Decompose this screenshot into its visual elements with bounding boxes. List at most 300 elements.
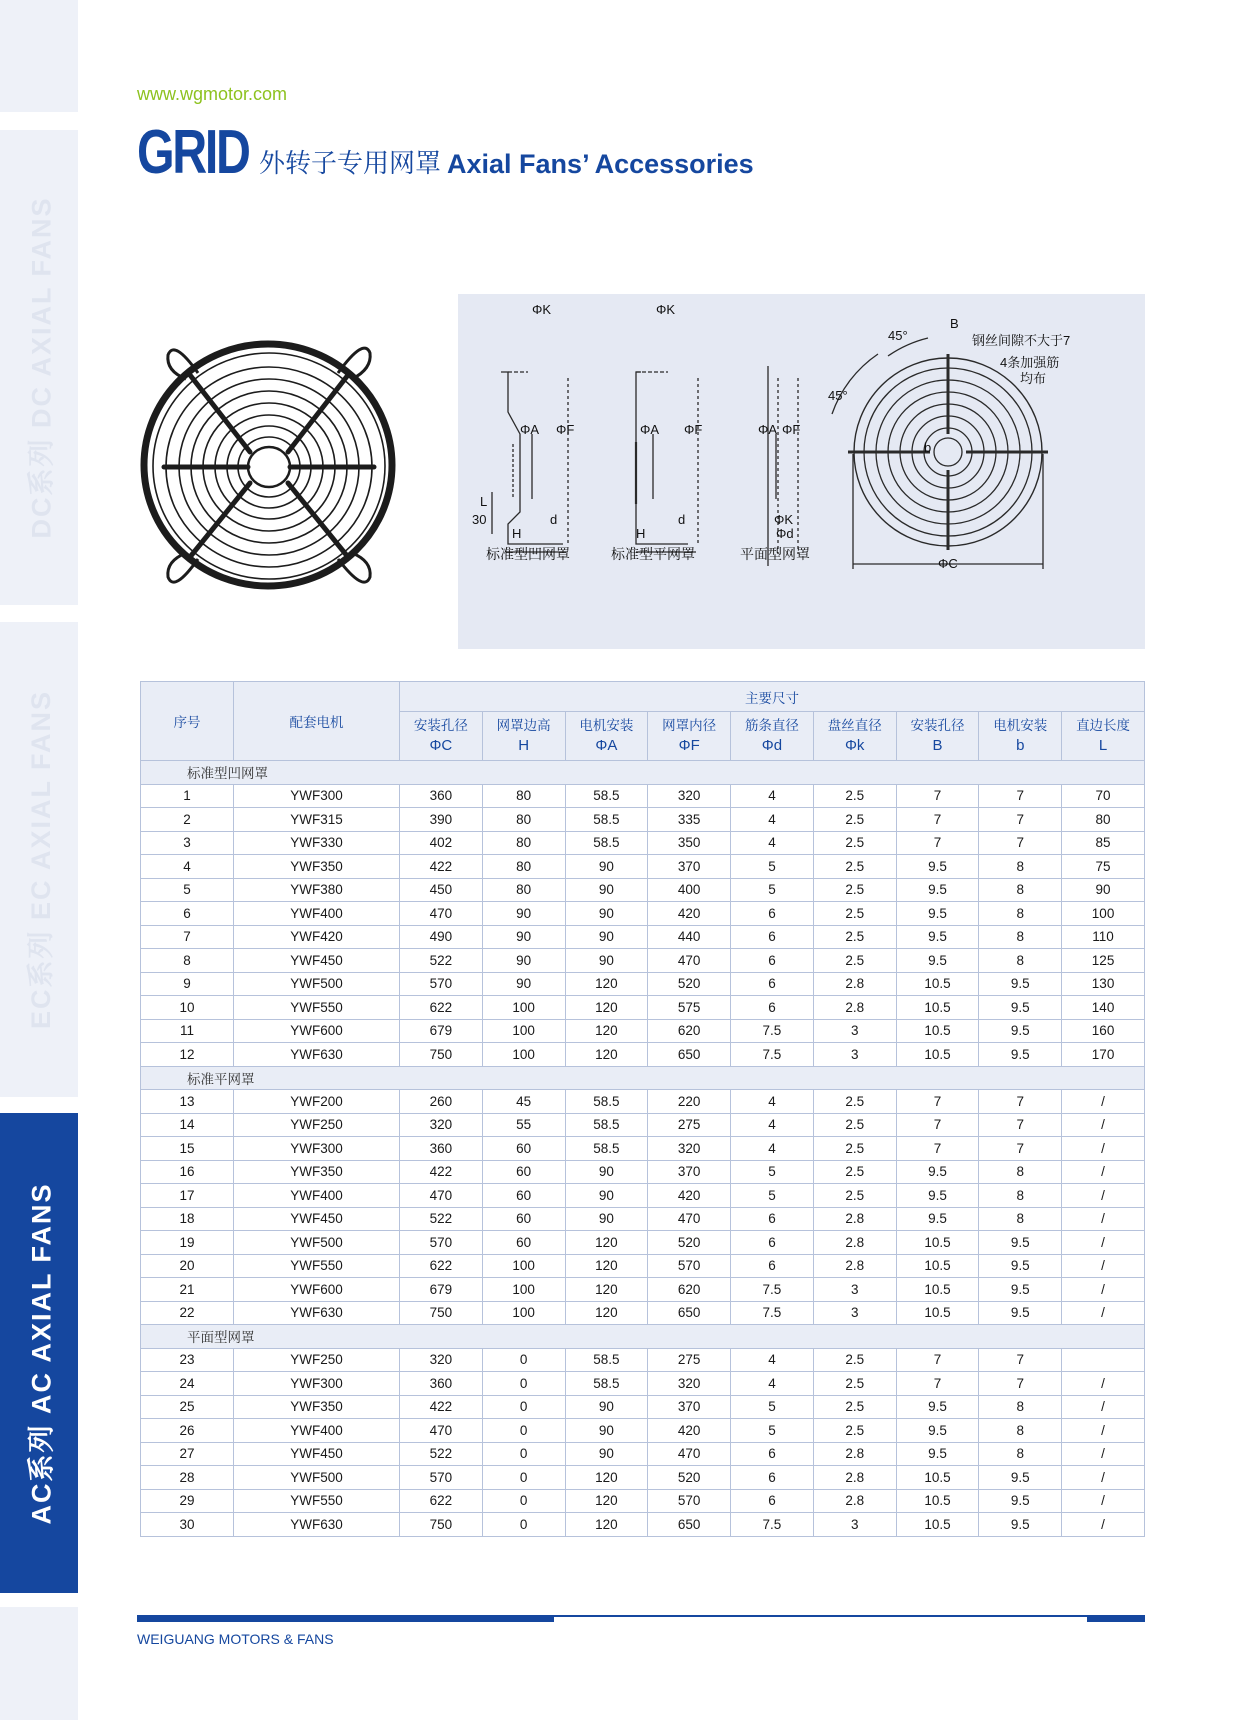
- table-cell: 6: [731, 996, 814, 1020]
- table-cell: 450: [400, 878, 483, 902]
- table-cell: 100: [482, 1043, 565, 1067]
- table-cell: /: [1062, 1489, 1145, 1513]
- table-cell: 125: [1062, 949, 1145, 973]
- table-cell: [1062, 1348, 1145, 1372]
- label-d-2: d: [678, 512, 686, 527]
- section-row: [141, 761, 1145, 785]
- table-cell: 2: [141, 808, 234, 832]
- table-cell: 7: [896, 1090, 979, 1114]
- table-cell: 470: [400, 1419, 483, 1443]
- table-cell: 422: [400, 1160, 483, 1184]
- table-cell: 7: [896, 1372, 979, 1396]
- header-dim-symbol: ΦC: [429, 737, 453, 754]
- table-cell: YWF350: [234, 1395, 400, 1419]
- table-cell: 30: [141, 1513, 234, 1537]
- table-cell: 620: [648, 1019, 731, 1043]
- note-ribs-1: 4条加强筋: [1000, 355, 1060, 370]
- table-cell: /: [1062, 1513, 1145, 1537]
- table-cell: 622: [400, 1489, 483, 1513]
- side-tab-dc-label-wrap: [0, 130, 78, 605]
- table-row: [141, 1395, 1145, 1419]
- table-cell: 4: [141, 855, 234, 879]
- table-cell: 90: [565, 855, 648, 879]
- caption-flat-guard: 标准型平网罩: [611, 546, 695, 562]
- label-phik-2: ΦK: [656, 302, 676, 317]
- table-cell: 335: [648, 808, 731, 832]
- table-cell: 9.5: [979, 1301, 1062, 1325]
- table-cell: 29: [141, 1489, 234, 1513]
- label-phik-1: ΦK: [532, 302, 552, 317]
- table-cell: 650: [648, 1301, 731, 1325]
- table-cell: 11: [141, 1019, 234, 1043]
- table-cell: 8: [979, 1395, 1062, 1419]
- table-cell: 679: [400, 1278, 483, 1302]
- table-cell: 10.5: [896, 1231, 979, 1255]
- table-cell: 120: [565, 1278, 648, 1302]
- table-cell: 2.8: [813, 1231, 896, 1255]
- table-cell: 370: [648, 1395, 731, 1419]
- table-cell: 2.5: [813, 1137, 896, 1161]
- table-cell: 140: [1062, 996, 1145, 1020]
- table-row: [141, 1442, 1145, 1466]
- header-dim-cn: 安装孔径: [910, 718, 965, 733]
- table-cell: 420: [648, 1184, 731, 1208]
- side-band-top: [0, 0, 78, 112]
- table-cell: 120: [565, 1513, 648, 1537]
- table-cell: 440: [648, 925, 731, 949]
- label-phia-2: ΦA: [640, 422, 660, 437]
- table-row: [141, 1019, 1145, 1043]
- table-row: [141, 1184, 1145, 1208]
- table-cell: 220: [648, 1090, 731, 1114]
- table-cell: YWF450: [234, 949, 400, 973]
- table-cell: YWF550: [234, 1489, 400, 1513]
- table-cell: 2.8: [813, 1254, 896, 1278]
- table-cell: 9.5: [979, 1254, 1062, 1278]
- table-cell: 350: [648, 831, 731, 855]
- table-cell: 8: [979, 925, 1062, 949]
- table-cell: 10.5: [896, 1019, 979, 1043]
- label-phik-3: ΦK: [774, 512, 794, 527]
- table-cell: 80: [1062, 808, 1145, 832]
- side-tab-dc-label: DC系列 DC AXIAL FANS: [26, 196, 57, 539]
- table-cell: 8: [979, 855, 1062, 879]
- table-cell: 420: [648, 902, 731, 926]
- table-cell: 60: [482, 1160, 565, 1184]
- table-cell: 90: [565, 1184, 648, 1208]
- table-cell: 2.5: [813, 1419, 896, 1443]
- table-cell: /: [1062, 1137, 1145, 1161]
- table-cell: 9.5: [896, 1395, 979, 1419]
- table-cell: 22: [141, 1301, 234, 1325]
- table-cell: 24: [141, 1372, 234, 1396]
- table-cell: 58.5: [565, 808, 648, 832]
- table-cell: YWF350: [234, 855, 400, 879]
- table-cell: 490: [400, 925, 483, 949]
- label-45-2: 45°: [828, 388, 848, 403]
- table-cell: 27: [141, 1442, 234, 1466]
- table-cell: 7: [896, 831, 979, 855]
- table-cell: 575: [648, 996, 731, 1020]
- header-main-dims: 主要尺寸: [400, 682, 1145, 712]
- table-cell: 5: [141, 878, 234, 902]
- header-dim-cn: 直边长度: [1076, 718, 1131, 733]
- table-cell: 4: [731, 1090, 814, 1114]
- label-phia-1: ΦA: [520, 422, 540, 437]
- table-cell: 16: [141, 1160, 234, 1184]
- note-wire-gap: 钢丝间隙不大于7: [972, 333, 1071, 348]
- title-en: Axial Fans’ Accessories: [447, 149, 754, 179]
- table-cell: 260: [400, 1090, 483, 1114]
- table-cell: 320: [648, 1137, 731, 1161]
- header-dim: [896, 712, 979, 761]
- table-cell: 4: [731, 1348, 814, 1372]
- table-cell: /: [1062, 1278, 1145, 1302]
- table-cell: 0: [482, 1466, 565, 1490]
- table-cell: 470: [648, 1442, 731, 1466]
- table-cell: 10.5: [896, 972, 979, 996]
- section-row: [141, 1325, 1145, 1349]
- table-cell: 90: [482, 972, 565, 996]
- table-cell: 7.5: [731, 1513, 814, 1537]
- table-cell: 570: [400, 1231, 483, 1255]
- table-cell: 9.5: [896, 1207, 979, 1231]
- table-cell: 2.5: [813, 1160, 896, 1184]
- table-cell: 2.8: [813, 1207, 896, 1231]
- table-cell: 4: [731, 1137, 814, 1161]
- table-row: [141, 1489, 1145, 1513]
- table-cell: 2.8: [813, 1489, 896, 1513]
- website-url: www.wgmotor.com: [137, 84, 288, 104]
- table-cell: 10.5: [896, 1513, 979, 1537]
- table-cell: 58.5: [565, 1137, 648, 1161]
- table-cell: 20: [141, 1254, 234, 1278]
- table-cell: /: [1062, 1442, 1145, 1466]
- table-cell: 15: [141, 1137, 234, 1161]
- table-cell: 470: [400, 902, 483, 926]
- table-cell: 28: [141, 1466, 234, 1490]
- label-phic: ΦC: [938, 556, 958, 571]
- table-row: [141, 1513, 1145, 1537]
- table-cell: 19: [141, 1231, 234, 1255]
- table-cell: 7: [979, 831, 1062, 855]
- table-cell: 70: [1062, 784, 1145, 808]
- table-cell: 2.5: [813, 1395, 896, 1419]
- table-row: [141, 1348, 1145, 1372]
- label-b-lower: b: [924, 440, 932, 455]
- table-cell: YWF315: [234, 808, 400, 832]
- table-cell: 320: [648, 784, 731, 808]
- grid-word: GRID: [137, 118, 249, 187]
- table-cell: 9.5: [979, 972, 1062, 996]
- section-row: [141, 1066, 1145, 1090]
- label-h-2: H: [636, 526, 646, 541]
- table-cell: 360: [400, 1137, 483, 1161]
- table-cell: 9.5: [896, 855, 979, 879]
- table-cell: YWF500: [234, 972, 400, 996]
- table-cell: 100: [482, 1301, 565, 1325]
- footer-rule-right: [1087, 1617, 1145, 1622]
- table-cell: 520: [648, 1466, 731, 1490]
- header-dim-cn: 电机安装: [579, 718, 634, 733]
- table-cell: 4: [731, 1113, 814, 1137]
- table-row: [141, 831, 1145, 855]
- table-cell: 2.5: [813, 902, 896, 926]
- side-tab-ec-label-wrap: [0, 622, 78, 1097]
- table-cell: 7: [979, 1090, 1062, 1114]
- table-cell: 120: [565, 1019, 648, 1043]
- table-row: [141, 784, 1145, 808]
- table-cell: 90: [565, 1207, 648, 1231]
- table-cell: 2.5: [813, 925, 896, 949]
- table-cell: 5: [731, 1160, 814, 1184]
- caption-planar-guard: 平面型网罩: [740, 546, 810, 562]
- table-cell: 7.5: [731, 1019, 814, 1043]
- table-row: [141, 949, 1145, 973]
- table-cell: 10.5: [896, 1278, 979, 1302]
- table-cell: 110: [1062, 925, 1145, 949]
- table-cell: 9.5: [896, 1184, 979, 1208]
- table-cell: YWF630: [234, 1043, 400, 1067]
- table-row: [141, 1043, 1145, 1067]
- table-cell: 9.5: [896, 1419, 979, 1443]
- table-row: [141, 855, 1145, 879]
- header-dim: [648, 712, 731, 761]
- footer-company: WEIGUANG MOTORS & FANS: [137, 1631, 334, 1647]
- label-b-upper: B: [950, 316, 959, 331]
- header-dim-cn: 网罩内径: [662, 718, 717, 733]
- table-cell: 6: [731, 1489, 814, 1513]
- table-row: [141, 1372, 1145, 1396]
- table-cell: 12: [141, 1043, 234, 1067]
- table-cell: 420: [648, 1419, 731, 1443]
- table-cell: YWF250: [234, 1113, 400, 1137]
- table-cell: 90: [565, 1442, 648, 1466]
- label-30: 30: [472, 512, 487, 527]
- table-cell: 10.5: [896, 1489, 979, 1513]
- technical-drawing-panel: [458, 294, 1145, 649]
- table-cell: 58.5: [565, 1372, 648, 1396]
- table-cell: /: [1062, 1090, 1145, 1114]
- header-dim: [813, 712, 896, 761]
- table-cell: 58.5: [565, 1348, 648, 1372]
- table-cell: YWF420: [234, 925, 400, 949]
- table-cell: YWF350: [234, 1160, 400, 1184]
- header-dim-symbol: H: [518, 737, 530, 754]
- table-cell: 120: [565, 1254, 648, 1278]
- table-cell: 6: [731, 902, 814, 926]
- section-title: 平面型网罩: [141, 1325, 1145, 1349]
- table-cell: YWF300: [234, 784, 400, 808]
- header-dim: [1062, 712, 1145, 761]
- title-cn: 外转子专用网罩: [259, 148, 442, 178]
- table-cell: 7: [979, 1113, 1062, 1137]
- table-cell: 3: [813, 1513, 896, 1537]
- table-cell: 120: [565, 1301, 648, 1325]
- table-cell: 45: [482, 1090, 565, 1114]
- table-row: [141, 1254, 1145, 1278]
- table-cell: 80: [482, 808, 565, 832]
- table-cell: 9.5: [979, 1513, 1062, 1537]
- table-cell: 370: [648, 855, 731, 879]
- label-phid: Φd: [776, 526, 794, 541]
- table-cell: 0: [482, 1372, 565, 1396]
- table-cell: YWF380: [234, 878, 400, 902]
- table-cell: 90: [565, 878, 648, 902]
- header-dim: [482, 712, 565, 761]
- table-cell: 3: [813, 1301, 896, 1325]
- table-cell: 21: [141, 1278, 234, 1302]
- table-cell: 0: [482, 1419, 565, 1443]
- table-cell: 58.5: [565, 1113, 648, 1137]
- table-row: [141, 1278, 1145, 1302]
- table-cell: 7: [896, 784, 979, 808]
- table-cell: 360: [400, 1372, 483, 1396]
- table-cell: YWF550: [234, 996, 400, 1020]
- table-cell: 6: [731, 1254, 814, 1278]
- table-cell: 8: [141, 949, 234, 973]
- header-dim-symbol: ΦA: [595, 737, 618, 754]
- table-cell: 390: [400, 808, 483, 832]
- header-dim: [565, 712, 648, 761]
- side-band-bottom: [0, 1607, 78, 1720]
- label-45-1: 45°: [888, 328, 908, 343]
- table-cell: 470: [400, 1184, 483, 1208]
- table-cell: YWF550: [234, 1254, 400, 1278]
- header-dim-cn: 网罩边高: [496, 718, 551, 733]
- table-cell: 622: [400, 1254, 483, 1278]
- header-dim-cn: 盘丝直径: [827, 718, 882, 733]
- table-cell: YWF600: [234, 1278, 400, 1302]
- table-cell: 0: [482, 1348, 565, 1372]
- table-cell: 9.5: [896, 902, 979, 926]
- table-cell: 5: [731, 855, 814, 879]
- table-cell: 9.5: [979, 1489, 1062, 1513]
- caption-recessed-guard: 标准型凹网罩: [486, 546, 570, 562]
- table-row: [141, 925, 1145, 949]
- table-cell: 85: [1062, 831, 1145, 855]
- table-row: [141, 1160, 1145, 1184]
- table-cell: 6: [731, 1207, 814, 1231]
- side-tab-ec-label: EC系列 EC AXIAL FANS: [26, 689, 57, 1030]
- table-cell: YWF300: [234, 1372, 400, 1396]
- section-title: 标准型凹网罩: [141, 761, 1145, 785]
- table-row: [141, 1207, 1145, 1231]
- table-cell: 6: [731, 972, 814, 996]
- label-l: L: [480, 494, 488, 509]
- table-cell: /: [1062, 1160, 1145, 1184]
- table-cell: 2.8: [813, 972, 896, 996]
- table-cell: 2.5: [813, 1113, 896, 1137]
- table-cell: 23: [141, 1348, 234, 1372]
- table-cell: 3: [813, 1019, 896, 1043]
- table-cell: 8: [979, 902, 1062, 926]
- table-cell: 750: [400, 1043, 483, 1067]
- table-cell: 7: [979, 1137, 1062, 1161]
- table-cell: 8: [979, 1207, 1062, 1231]
- table-cell: 90: [565, 1419, 648, 1443]
- table-cell: 60: [482, 1207, 565, 1231]
- table-row: [141, 1419, 1145, 1443]
- table-cell: 10: [141, 996, 234, 1020]
- table-cell: 2.5: [813, 1090, 896, 1114]
- table-cell: 7.5: [731, 1043, 814, 1067]
- table-cell: 7: [896, 1113, 979, 1137]
- table-cell: 90: [565, 1160, 648, 1184]
- table-cell: 9.5: [979, 1466, 1062, 1490]
- table-cell: 422: [400, 1395, 483, 1419]
- table-cell: 90: [565, 949, 648, 973]
- table-cell: 26: [141, 1419, 234, 1443]
- header-no: 序号: [141, 682, 234, 761]
- table-cell: 522: [400, 1207, 483, 1231]
- table-cell: 14: [141, 1113, 234, 1137]
- table-cell: 80: [482, 831, 565, 855]
- table-cell: YWF400: [234, 1419, 400, 1443]
- table-cell: 13: [141, 1090, 234, 1114]
- table-row: [141, 996, 1145, 1020]
- table-cell: 9: [141, 972, 234, 996]
- table-cell: 470: [648, 1207, 731, 1231]
- table-cell: 5: [731, 1184, 814, 1208]
- table-cell: 2.5: [813, 808, 896, 832]
- table-cell: 1: [141, 784, 234, 808]
- table-cell: 5: [731, 878, 814, 902]
- table-cell: 75: [1062, 855, 1145, 879]
- table-cell: 5: [731, 1419, 814, 1443]
- table-cell: 320: [648, 1372, 731, 1396]
- header-dim-cn: 电机安装: [993, 718, 1048, 733]
- table-cell: 520: [648, 972, 731, 996]
- table-cell: 120: [565, 1043, 648, 1067]
- table-cell: 7: [896, 808, 979, 832]
- label-h-1: H: [512, 526, 522, 541]
- table-cell: 370: [648, 1160, 731, 1184]
- header-motor: 配套电机: [234, 682, 400, 761]
- table-cell: 750: [400, 1513, 483, 1537]
- table-cell: 120: [565, 972, 648, 996]
- table-row: [141, 1231, 1145, 1255]
- table-row: [141, 1090, 1145, 1114]
- table-cell: 17: [141, 1184, 234, 1208]
- table-cell: 5: [731, 1395, 814, 1419]
- table-cell: 120: [565, 1231, 648, 1255]
- page-title: [137, 118, 754, 187]
- table-cell: 120: [565, 996, 648, 1020]
- table-row: [141, 1466, 1145, 1490]
- table-cell: 80: [482, 855, 565, 879]
- table-cell: 6: [731, 1466, 814, 1490]
- table-cell: 60: [482, 1184, 565, 1208]
- table-cell: 7: [896, 1348, 979, 1372]
- table-cell: 7: [979, 784, 1062, 808]
- table-cell: 6: [731, 1231, 814, 1255]
- header-dim: [979, 712, 1062, 761]
- header-dim: [731, 712, 814, 761]
- header-dim-symbol: ΦF: [678, 737, 700, 754]
- header-dim-cn: 安装孔径: [413, 718, 468, 733]
- table-cell: 60: [482, 1137, 565, 1161]
- table-cell: /: [1062, 1113, 1145, 1137]
- header-dim: [400, 712, 483, 761]
- table-cell: 520: [648, 1231, 731, 1255]
- note-ribs-2: 均布: [1020, 371, 1047, 386]
- table-cell: 9.5: [896, 1442, 979, 1466]
- table-cell: 2.5: [813, 949, 896, 973]
- table-cell: YWF200: [234, 1090, 400, 1114]
- table-cell: 100: [482, 996, 565, 1020]
- table-cell: 90: [1062, 878, 1145, 902]
